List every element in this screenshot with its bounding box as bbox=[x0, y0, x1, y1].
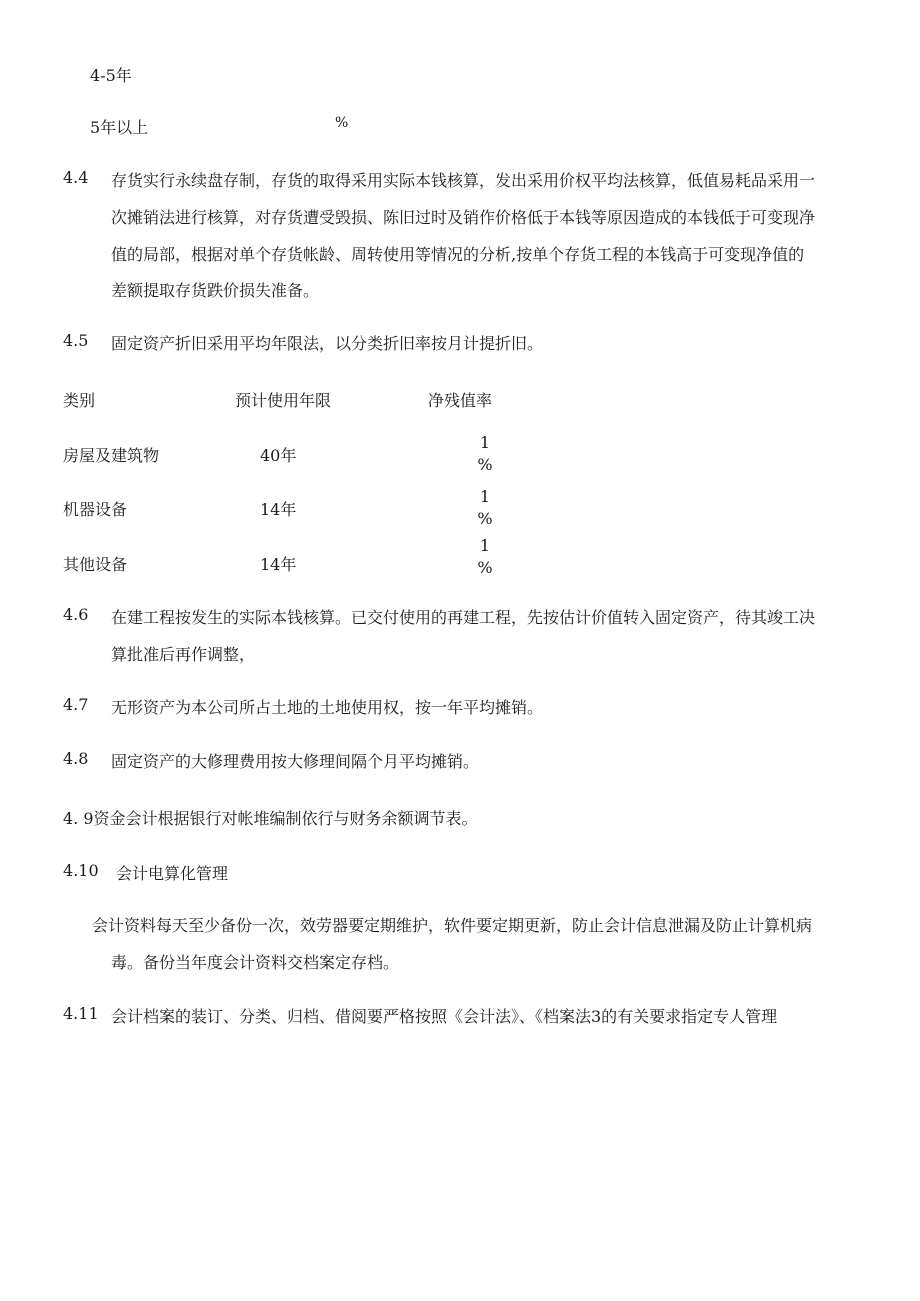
section-number-4-8: 4.8 bbox=[63, 749, 89, 768]
section-number-4-4: 4.4 bbox=[63, 168, 89, 187]
row-value-5plus: % bbox=[335, 115, 349, 131]
section-number-4-11: 4.11 bbox=[63, 1004, 99, 1023]
section-number-4-10: 4.10 bbox=[63, 861, 99, 880]
table-cell-rate bbox=[474, 486, 496, 530]
row-label-5plus: 5年以上 bbox=[90, 118, 149, 137]
table-cell-years: 14年 bbox=[260, 555, 297, 574]
section-4-7-text: 无形资产为本公司所占土地的土地使用权，按一年平均摊销。 bbox=[111, 698, 544, 717]
section-4-9-text: 4. 9资金会计根据银行对帐堆编制依行与财务余额调节表。 bbox=[63, 809, 478, 828]
section-number-4-6: 4.6 bbox=[63, 605, 89, 624]
section-4-6-line-2: 算批准后再作调整， bbox=[111, 645, 256, 664]
section-4-10-line-1: 会计资料每天至少备份一次，效劳器要定期维护，软件要定期更新，防止会计信息泄漏及防止计算机病 bbox=[92, 916, 813, 935]
section-number-4-7: 4.7 bbox=[63, 695, 89, 714]
section-4-5-text: 固定资产折旧采用平均年限法，以分类折旧率按月计提折旧。 bbox=[111, 334, 544, 353]
section-4-4-line-4: 差额提取存货跌价损失准备。 bbox=[111, 281, 320, 300]
rate-value: 1 bbox=[479, 433, 491, 452]
section-4-6-line-1: 在建工程按发生的实际本钱核算。已交付使用的再建工程，先按估计价值转入固定资产，待其竣工决 bbox=[111, 608, 816, 627]
table-header-category: 类别 bbox=[63, 391, 96, 410]
table-cell-rate bbox=[474, 535, 496, 579]
rate-unit: % bbox=[477, 455, 493, 474]
section-4-10-line-2: 毒。备份当年度会计资料交档案定存档。 bbox=[111, 953, 400, 972]
section-4-11-text: 会计档案的装订、分类、归档、借阅要严格按照《会计法》、《档案法3的有关要求指定专人管理 bbox=[111, 1007, 778, 1026]
section-4-4-line-3: 值的局部，根据对单个存货帐龄、周转使用等情况的分析,按单个存货工程的本钱高于可变现净值的 bbox=[111, 245, 805, 264]
rate-value: 1 bbox=[479, 487, 491, 506]
row-label-4-5: 4-5年 bbox=[90, 66, 132, 85]
table-cell-category: 房屋及建筑物 bbox=[63, 446, 160, 465]
table-cell-category: 机器设备 bbox=[63, 500, 128, 519]
section-4-4-line-2: 次摊销法进行核算，对存货遭受毁损、陈旧过时及销作价格低于本钱等原因造成的本钱低于可变现净 bbox=[111, 208, 816, 227]
section-4-10-title: 会计电算化管理 bbox=[116, 864, 229, 883]
table-cell-category: 其他设备 bbox=[63, 555, 128, 574]
table-cell-years: 40年 bbox=[260, 446, 297, 465]
rate-unit: % bbox=[477, 509, 493, 528]
rate-unit: % bbox=[477, 558, 493, 577]
section-number-4-5: 4.5 bbox=[63, 331, 89, 350]
table-header-years: 预计使用年限 bbox=[235, 391, 332, 410]
rate-value: 1 bbox=[479, 536, 491, 555]
section-4-4-line-1: 存货实行永续盘存制，存货的取得采用实际本钱核算，发出采用价权平均法核算，低值易耗品采用一 bbox=[111, 171, 816, 190]
table-header-rate: 净残值率 bbox=[428, 391, 493, 410]
table-cell-years: 14年 bbox=[260, 500, 297, 519]
table-cell-rate bbox=[474, 432, 496, 476]
section-4-8-text: 固定资产的大修理费用按大修理间隔个月平均摊销。 bbox=[111, 752, 480, 771]
